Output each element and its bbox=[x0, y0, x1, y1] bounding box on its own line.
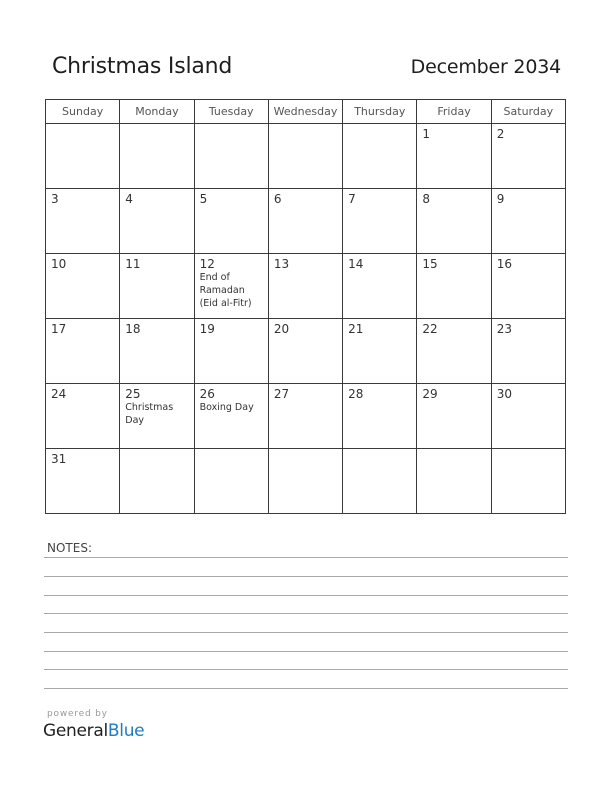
calendar-day-cell bbox=[491, 254, 565, 319]
calendar-day-cell bbox=[417, 189, 491, 254]
calendar-day-cell bbox=[343, 124, 417, 189]
calendar-day-cell bbox=[120, 124, 194, 189]
day-number: 3 bbox=[51, 192, 59, 206]
calendar-week-row bbox=[46, 384, 566, 449]
calendar-week-row bbox=[46, 124, 566, 189]
day-number bbox=[120, 124, 193, 127]
calendar-day-cell bbox=[268, 384, 342, 449]
day-number: 24 bbox=[51, 387, 67, 401]
calendar-day-cell bbox=[491, 449, 565, 514]
day-number: 10 bbox=[51, 257, 67, 271]
calendar-day-cell bbox=[491, 189, 565, 254]
calendar-week-row bbox=[46, 254, 566, 319]
brand-logo-part1: General bbox=[43, 721, 108, 741]
calendar-day-cell bbox=[343, 449, 417, 514]
day-number: 18 bbox=[125, 322, 141, 336]
day-number bbox=[343, 449, 416, 452]
calendar-day-cell bbox=[46, 124, 120, 189]
day-number: 17 bbox=[51, 322, 67, 336]
day-number bbox=[195, 449, 268, 452]
calendar-day-cell bbox=[268, 254, 342, 319]
day-number: 14 bbox=[348, 257, 364, 271]
calendar-month-title: December 2034 bbox=[410, 56, 561, 78]
weekday-header: Sunday bbox=[46, 100, 120, 124]
calendar-day-cell bbox=[46, 449, 120, 514]
calendar-week-row bbox=[46, 319, 566, 384]
holiday-label: End of bbox=[199, 272, 230, 283]
calendar-day-cell bbox=[491, 384, 565, 449]
day-number: 4 bbox=[125, 192, 133, 206]
day-number bbox=[417, 449, 490, 452]
notes-line bbox=[44, 557, 568, 558]
calendar-week-row bbox=[46, 189, 566, 254]
calendar-day-cell bbox=[343, 189, 417, 254]
powered-by-text: powered by bbox=[47, 709, 108, 719]
calendar-day-cell bbox=[46, 189, 120, 254]
calendar-day-cell bbox=[120, 384, 194, 449]
holiday-label: (Eid al-Fitr) bbox=[199, 298, 252, 309]
day-number bbox=[269, 449, 342, 452]
day-number bbox=[492, 449, 565, 452]
day-number: 1 bbox=[422, 127, 431, 141]
calendar-day-cell bbox=[491, 124, 565, 189]
day-number: 2 bbox=[496, 127, 505, 141]
calendar-day-cell bbox=[46, 384, 120, 449]
notes-line bbox=[44, 688, 568, 689]
notes-line bbox=[44, 576, 568, 577]
notes-line bbox=[44, 669, 568, 670]
calendar-day-cell bbox=[194, 189, 268, 254]
calendar-day-cell bbox=[120, 189, 194, 254]
calendar-day-cell bbox=[343, 254, 417, 319]
day-number bbox=[269, 124, 342, 127]
calendar-day-cell bbox=[268, 124, 342, 189]
weekday-header: Wednesday bbox=[268, 100, 342, 124]
day-number: 19 bbox=[199, 322, 215, 336]
day-number: 15 bbox=[422, 257, 438, 271]
day-number bbox=[195, 124, 268, 127]
day-number: 13 bbox=[273, 257, 290, 271]
day-number: 31 bbox=[51, 452, 67, 466]
day-number: 21 bbox=[348, 322, 364, 336]
notes-line bbox=[44, 595, 568, 596]
holiday-label: Christmas bbox=[125, 402, 174, 413]
day-number: 9 bbox=[496, 192, 505, 206]
day-number: 28 bbox=[348, 387, 364, 401]
day-number: 22 bbox=[422, 322, 438, 336]
calendar-day-cell bbox=[194, 124, 268, 189]
calendar-week-row bbox=[46, 449, 566, 514]
calendar-day-cell bbox=[194, 384, 268, 449]
calendar-day-cell bbox=[120, 449, 194, 514]
day-number: 11 bbox=[125, 257, 141, 271]
calendar-day-cell bbox=[417, 319, 491, 384]
calendar-day-cell bbox=[194, 449, 268, 514]
calendar-day-cell bbox=[417, 449, 491, 514]
holiday-label: Ramadan bbox=[199, 285, 245, 296]
day-number: 16 bbox=[496, 257, 512, 271]
calendar-day-cell bbox=[46, 254, 120, 319]
day-number: 12 bbox=[199, 257, 215, 271]
weekday-header: Thursday bbox=[343, 100, 417, 124]
day-number: 23 bbox=[496, 322, 512, 336]
calendar-day-cell bbox=[417, 384, 491, 449]
weekday-header: Friday bbox=[417, 100, 491, 124]
calendar-day-cell bbox=[417, 254, 491, 319]
calendar-day-cell bbox=[194, 254, 268, 319]
day-number: 5 bbox=[199, 192, 208, 206]
weekday-header: Saturday bbox=[491, 100, 565, 124]
calendar-day-cell bbox=[491, 319, 565, 384]
day-number: 29 bbox=[422, 387, 438, 401]
calendar-day-cell bbox=[268, 449, 342, 514]
notes-line bbox=[44, 651, 568, 652]
calendar-day-cell bbox=[343, 319, 417, 384]
calendar-day-cell bbox=[417, 124, 491, 189]
calendar-day-cell bbox=[46, 319, 120, 384]
notes-line bbox=[44, 613, 568, 614]
day-number bbox=[120, 449, 193, 452]
calendar-region-title: Christmas Island bbox=[52, 54, 233, 79]
calendar-day-cell bbox=[268, 189, 342, 254]
holiday-label: Boxing Day bbox=[199, 402, 254, 413]
brand-logo bbox=[43, 721, 144, 741]
day-number: 8 bbox=[422, 192, 431, 206]
day-number: 20 bbox=[273, 322, 290, 336]
day-number: 27 bbox=[273, 387, 290, 401]
day-number bbox=[46, 124, 119, 127]
notes-line bbox=[44, 632, 568, 633]
calendar-day-cell bbox=[120, 319, 194, 384]
day-number bbox=[343, 124, 416, 127]
day-number: 6 bbox=[273, 192, 282, 206]
day-number: 26 bbox=[199, 387, 215, 401]
brand-logo-part2: Blue bbox=[107, 721, 145, 741]
calendar-body bbox=[46, 124, 566, 514]
holiday-label: Day bbox=[125, 415, 145, 426]
calendar-grid bbox=[45, 99, 566, 514]
calendar-day-cell bbox=[120, 254, 194, 319]
calendar-day-cell bbox=[343, 384, 417, 449]
weekday-header-row bbox=[46, 100, 566, 124]
calendar-day-cell bbox=[268, 319, 342, 384]
notes-label: NOTES: bbox=[47, 541, 92, 555]
day-number: 7 bbox=[348, 192, 356, 206]
calendar-day-cell bbox=[194, 319, 268, 384]
day-number: 30 bbox=[496, 387, 512, 401]
weekday-header: Tuesday bbox=[194, 100, 268, 124]
day-number: 25 bbox=[125, 387, 141, 401]
weekday-header: Monday bbox=[120, 100, 194, 124]
